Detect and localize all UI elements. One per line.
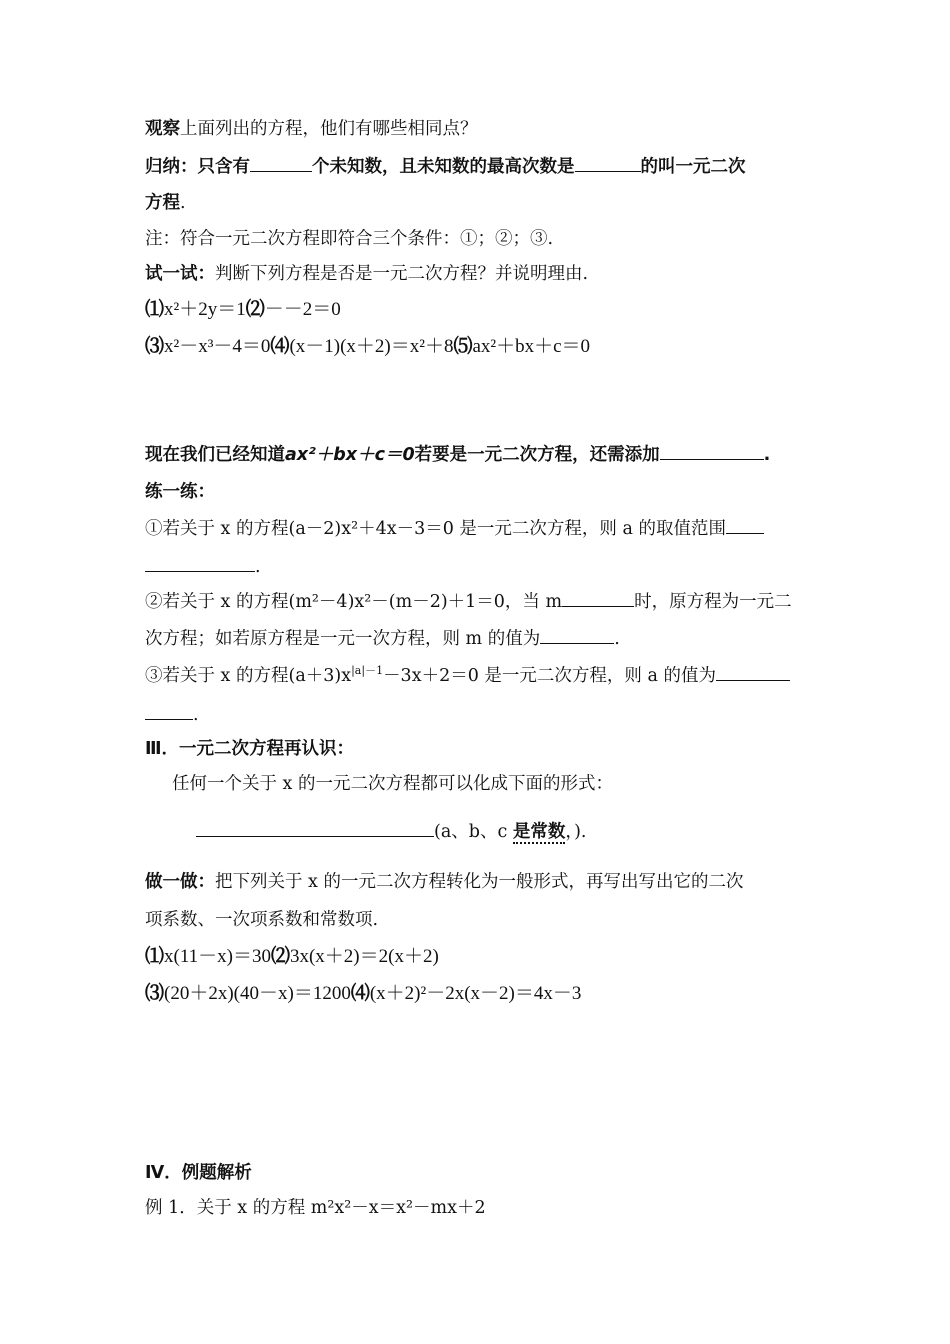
blank-q2-m-condition[interactable] xyxy=(562,588,634,607)
equation-4: (x－1)(x＋2)＝x²＋8 xyxy=(289,336,454,357)
equation-2: －－2＝0 xyxy=(264,299,341,320)
section-4-title: Ⅳ．例题解析 xyxy=(145,1163,252,1183)
blank-highest-degree[interactable] xyxy=(575,153,641,172)
induce-lead: 归纳： xyxy=(145,157,198,177)
doit-line-2: 项系数、一次项系数和常数项. xyxy=(145,910,379,930)
question-2-text-2: 时，原方程为一元二 xyxy=(634,592,792,612)
now-text-1: 现在我们已经知道 xyxy=(145,445,285,465)
blank-q3-part-a[interactable] xyxy=(716,662,790,681)
induce-line xyxy=(145,153,746,179)
question-3-text-1: ③若关于 x 的方程(a＋3)x xyxy=(145,666,352,686)
try-equations-row-1 xyxy=(145,297,341,322)
eq-number-2: ⑵ xyxy=(245,298,265,320)
eq-number-5: ⑸ xyxy=(453,335,473,357)
doit-equation-2: 3x(x＋2)＝2(x＋2) xyxy=(289,946,439,967)
blank-unknown-count[interactable] xyxy=(250,153,312,172)
general-form-text-2: ，). xyxy=(565,822,587,842)
induce-text-3: 的叫一元二次 xyxy=(640,157,746,177)
question-2-period: . xyxy=(614,629,620,649)
blank-general-form[interactable] xyxy=(196,818,434,837)
observe-lead: 观察 xyxy=(145,119,180,139)
eq-number-1: ⑴ xyxy=(145,298,165,320)
question-2-text-1: ②若关于 x 的方程(m²－4)x²－(m－2)＋1＝0，当 m xyxy=(145,592,563,612)
question-3-line-2 xyxy=(145,701,199,727)
question-3-line-1 xyxy=(145,662,790,688)
doit-eq-number-4: ⑷ xyxy=(350,982,370,1004)
doit-lead: 做一做： xyxy=(145,872,215,892)
blank-q3-part-b[interactable] xyxy=(145,701,193,720)
doit-eq-number-2: ⑵ xyxy=(270,945,290,967)
equation-1: x²＋2y＝1 xyxy=(164,299,246,320)
equation-3: x²－x³－4＝0 xyxy=(164,336,271,357)
question-2-text-3: 次方程；如若原方程是一元一次方程，则 m 的值为 xyxy=(145,629,541,649)
question-2-line-1 xyxy=(145,588,792,614)
try-equations-row-2 xyxy=(145,334,590,359)
note-line: 注：符合一元二次方程即符合三个条件：①；②；③. xyxy=(145,229,554,249)
observe-line xyxy=(145,117,478,141)
section-3-title: Ⅲ．一元二次方程再认识： xyxy=(145,739,355,759)
question-1-period: . xyxy=(255,557,261,577)
doit-equations-row-1 xyxy=(145,944,439,969)
general-form-text-1: (a、b、c xyxy=(434,822,513,842)
practice-title: 练一练： xyxy=(145,482,215,502)
doit-line-1 xyxy=(145,870,744,894)
eq-number-3: ⑶ xyxy=(145,335,165,357)
doit-eq-number-3: ⑶ xyxy=(145,982,165,1004)
blank-q1-part-b[interactable] xyxy=(145,553,255,572)
doit-equation-4: (x＋2)²－2x(x－2)＝4x－3 xyxy=(369,983,582,1004)
induce-text-1: 只含有 xyxy=(197,157,250,177)
section-3-body: 任何一个关于 x 的一元二次方程都可以化成下面的形式： xyxy=(172,774,613,794)
induce-period: . xyxy=(180,193,186,213)
question-3-text-2: －3x＋2＝0 是一元二次方程，则 a 的值为 xyxy=(383,666,716,686)
doit-equation-1: x(11－x)＝30 xyxy=(164,946,271,967)
now-line xyxy=(145,441,770,467)
question-1-line-2 xyxy=(145,553,261,579)
doit-eq-number-1: ⑴ xyxy=(145,945,165,967)
try-line xyxy=(145,262,588,286)
question-1-line-1 xyxy=(145,515,764,541)
try-lead: 试一试： xyxy=(145,264,215,284)
question-3-exponent: |a|－1 xyxy=(351,664,384,677)
equation-5: ax²＋bx＋c＝0 xyxy=(472,336,591,357)
example-1: 例 1．关于 x 的方程 m²x²－x＝x²－mx＋2 xyxy=(145,1198,486,1218)
doit-text-1: 把下列关于 x 的一元二次方程转化为一般形式，再写出写出它的二次 xyxy=(215,872,744,892)
question-1-text: ①若关于 x 的方程(a－2)x²＋4x－3＝0 是一元二次方程，则 a 的取值范围 xyxy=(145,519,726,539)
blank-q2-m-value[interactable] xyxy=(540,625,614,644)
blank-extra-condition[interactable] xyxy=(660,441,764,460)
induce-line-2 xyxy=(145,191,186,215)
blank-q1-part-a[interactable] xyxy=(726,515,764,534)
general-form-line xyxy=(196,818,586,844)
induce-text-4: 方程 xyxy=(145,193,180,213)
eq-number-4: ⑷ xyxy=(270,335,290,357)
observe-text: 上面列出的方程，他们有哪些相同点？ xyxy=(180,119,478,139)
doit-equation-3: (20＋2x)(40－x)＝1200 xyxy=(164,983,351,1004)
question-3-period: . xyxy=(193,705,199,725)
induce-text-2: 个未知数，且未知数的最高次数是 xyxy=(312,157,575,177)
try-text: 判断下列方程是否是一元二次方程？并说明理由. xyxy=(215,264,589,284)
now-period: . xyxy=(763,445,771,465)
question-2-line-2 xyxy=(145,625,620,651)
now-equation: ax²＋bx＋c＝0 xyxy=(285,445,415,465)
general-form-constant: 是常数 xyxy=(512,822,566,842)
now-text-2: 若要是一元二次方程，还需添加 xyxy=(414,445,660,465)
doit-equations-row-2 xyxy=(145,981,581,1006)
